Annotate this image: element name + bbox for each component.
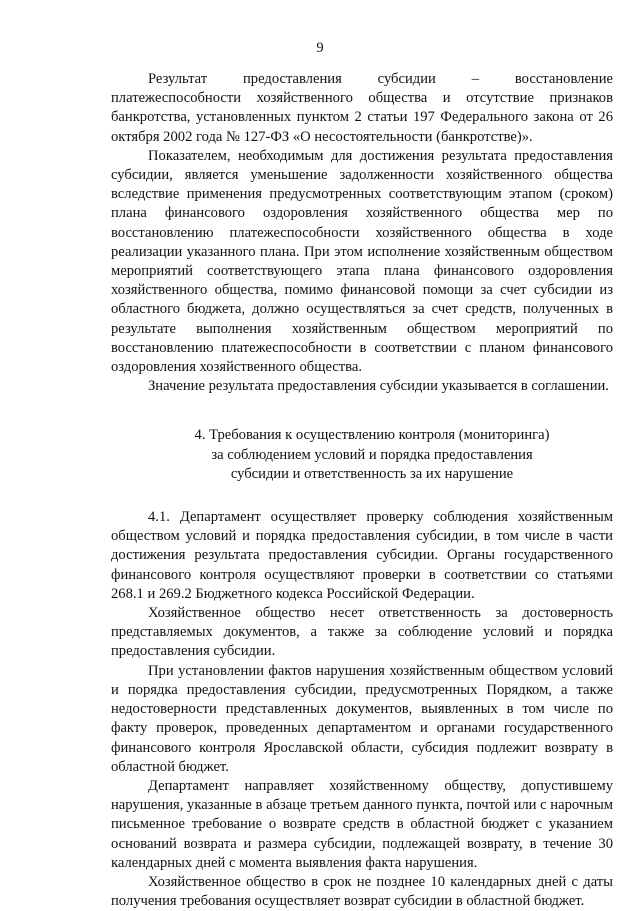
paragraph-result-value: Значение результата предоставления субсидии указывается в соглашении.	[148, 378, 609, 395]
paragraph-indicator: Показателем, необходимым для достижения результата предоставления субсидии, является уменьшение задолженности хозяйственного общества вследствие применения предусмотренных соответствующим этапом (сроком) плана финансового оздоровления хозяйственного общества мер по восстановлению платежеспособности хозяйственного общества в ходе реализации указанного плана. При этом исполнение хозяйственным обществом мероприятий соответствующего этапа плана финансового оздоровления хозяйственного общества, помимо финансовой помощи за счет субсидии из областного бюджета, должно осуществляться за счет средств, полученных в результате выполнения хозяйственным обществом мероприятий по восстановлению платежеспособности в соответствии с планом финансового оздоровления хозяйственного общества.	[111, 147, 613, 376]
paragraph-responsibility: Хозяйственное общество несет ответственность за достоверность представляемых документов, а также за соблюдение условий и порядка предоставления субсидии.	[111, 605, 613, 660]
paragraph-4-1: 4.1. Департамент осуществляет проверку соблюдения хозяйственным обществом условий и порядка предоставления субсидии, в том числе в части достижения результата предоставления субсидии. Органы государственного финансового контроля осуществляют проверки в соответствии со статьями 268.1 и 269.2 Бюджетного кодекса Российской Федерации.	[111, 509, 613, 602]
document-body	[111, 70, 613, 911]
paragraph-result: Результат предоставления субсидии – восстановление платежеспособности хозяйственного общества и отсутствие признаков банкротства, установленных пунктом 2 статьи 197 Федерального закона от 26 октября 2002 года № 127-ФЗ «О несостоятельности (банкротстве)».	[111, 71, 613, 145]
page-number: 9	[316, 40, 324, 56]
paragraph-return-deadline: Хозяйственное общество в срок не позднее 10 календарных дней с даты получения требования осуществляет возврат субсидии в областной бюджет.	[111, 873, 613, 910]
section-heading-line: 4. Требования к осуществлению контроля (мониторинга)	[194, 427, 550, 444]
section-heading-line: за соблюдением условий и порядка предоставления	[211, 446, 533, 463]
section-heading	[111, 426, 613, 484]
paragraph-violations: При установлении фактов нарушения хозяйственным обществом условий и порядка предоставления субсидии, предусмотренных Порядком, а также недостоверности представленных документов, выявленных в том числе по факту проверок, проведенных департаментом и органами государственного финансового контроля Ярославской области, субсидия подлежит возврату в областной бюджет.	[111, 662, 613, 775]
section-heading-line: субсидии и ответственность за их нарушение	[230, 465, 514, 482]
paragraph-return-request: Департамент направляет хозяйственному обществу, допустившему нарушения, указанные в абзаце третьем данного пункта, почтой или с нарочным письменное требование о возврате средств в областной бюджет с указанием оснований возврата и размера субсидии, подлежащей возврату, в течение 30 календарных дней с момента выявления факта нарушения.	[111, 777, 613, 871]
